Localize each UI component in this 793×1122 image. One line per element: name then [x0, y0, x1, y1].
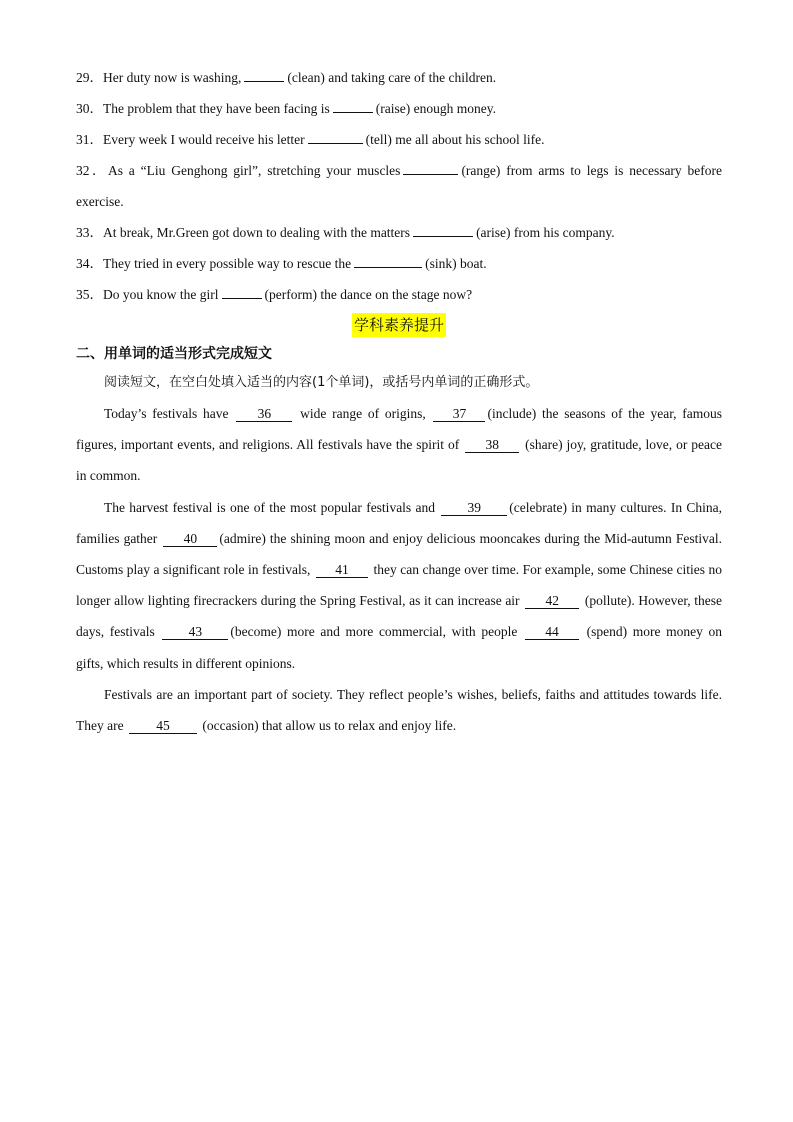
question-text: At break, Mr.Green got down to dealing with the matters — [103, 225, 411, 240]
question-number: 32． — [76, 163, 108, 178]
answer-blank — [308, 131, 363, 144]
question-number: 30． — [76, 101, 103, 116]
question-29 — [76, 62, 722, 93]
question-text: (tell) me all about his school life. — [365, 132, 545, 147]
passage-text: Today’s festivals have — [104, 406, 229, 421]
answer-blank — [413, 224, 473, 237]
question-text: Do you know the girl — [103, 287, 219, 302]
passage-text: (occasion) that allow us to relax and enjoy life. — [202, 718, 457, 734]
gap-38: 38 — [465, 437, 519, 453]
passage-paragraph-1 — [76, 398, 722, 492]
question-text: As a “Liu Genghong girl”, stretching your muscles — [107, 163, 401, 178]
worksheet-page — [76, 62, 722, 741]
question-number: 29． — [76, 70, 103, 85]
section-banner — [76, 310, 722, 340]
answer-blank — [354, 255, 422, 268]
question-33 — [76, 217, 722, 248]
gap-40: 40 — [163, 531, 217, 547]
question-text: Every week I would receive his letter — [103, 132, 305, 147]
gap-41: 41 — [316, 562, 368, 578]
question-text: (clean) and taking care of the children. — [287, 70, 497, 85]
section-heading: 二、用单词的适当形式完成短文 — [76, 346, 272, 362]
answer-blank — [333, 100, 373, 113]
answer-blank — [244, 69, 284, 82]
question-text: The problem that they have been facing is — [103, 101, 330, 116]
question-number: 35． — [76, 287, 103, 302]
passage-text: (share) joy, gratitude, love, or peace in common. — [76, 437, 723, 484]
question-32 — [76, 155, 722, 217]
section-instruction: 阅读短文，在空白处填入适当的内容(1个单词)，或括号内单词的正确形式。 — [104, 375, 539, 390]
question-34 — [76, 248, 722, 279]
passage-text: (become) more and more commercial, with people — [230, 624, 518, 640]
passage-text: Festivals are an important part of society. They reflect people’s wishes, beliefs, faiths and attitudes towards life. They are — [76, 686, 722, 734]
answer-blank — [403, 162, 458, 175]
question-text: (arise) from his company. — [476, 225, 615, 240]
gap-43: 43 — [162, 624, 228, 640]
question-35 — [76, 279, 722, 310]
gap-37: 37 — [433, 406, 485, 422]
question-text: (perform) the dance on the stage now? — [264, 287, 473, 302]
question-31 — [76, 124, 722, 155]
passage-text: (include) the seasons of the year, famous figures, important events, and religions. All festivals have the spirit of — [76, 406, 723, 453]
question-text: (sink) boat. — [425, 256, 487, 271]
gap-39: 39 — [441, 500, 507, 516]
question-number: 34． — [76, 256, 103, 271]
passage-text: wide range of origins, — [300, 406, 426, 421]
passage-text: (admire) the shining moon and enjoy delicious mooncakes during the Mid-autumn Festival. Customs play a significant role in festivals, — [76, 530, 723, 578]
question-number: 33． — [76, 225, 103, 240]
question-30 — [76, 93, 722, 124]
question-text: Her duty now is washing, — [103, 70, 242, 85]
subject-literacy-badge: 学科素养提升 — [352, 313, 446, 337]
passage-paragraph-3 — [76, 679, 722, 741]
gap-42: 42 — [525, 593, 579, 609]
gap-36: 36 — [236, 406, 292, 422]
gap-44: 44 — [525, 624, 579, 640]
passage-text: The harvest festival is one of the most popular festivals and — [104, 499, 435, 515]
question-text: (raise) enough money. — [375, 101, 497, 116]
question-number: 31． — [76, 132, 103, 147]
answer-blank — [222, 286, 262, 299]
passage-text: they can change over time. For example, some Chinese cities no longer allow lighting firecrackers during the Spring Festival, as it can increase air — [76, 562, 722, 609]
passage-text: (spend) more money on gifts, which results in different opinions. — [76, 624, 723, 671]
question-text: They tried in every possible way to rescue the — [103, 256, 352, 271]
question-text: (range) from arms to legs is necessary before exercise. — [76, 163, 723, 209]
passage-text: (pollute). However, these days, festivals — [76, 593, 723, 640]
passage-paragraph-2 — [76, 492, 722, 679]
passage-text: (celebrate) in many cultures. In China, families gather — [76, 499, 722, 546]
gap-45: 45 — [129, 718, 197, 734]
